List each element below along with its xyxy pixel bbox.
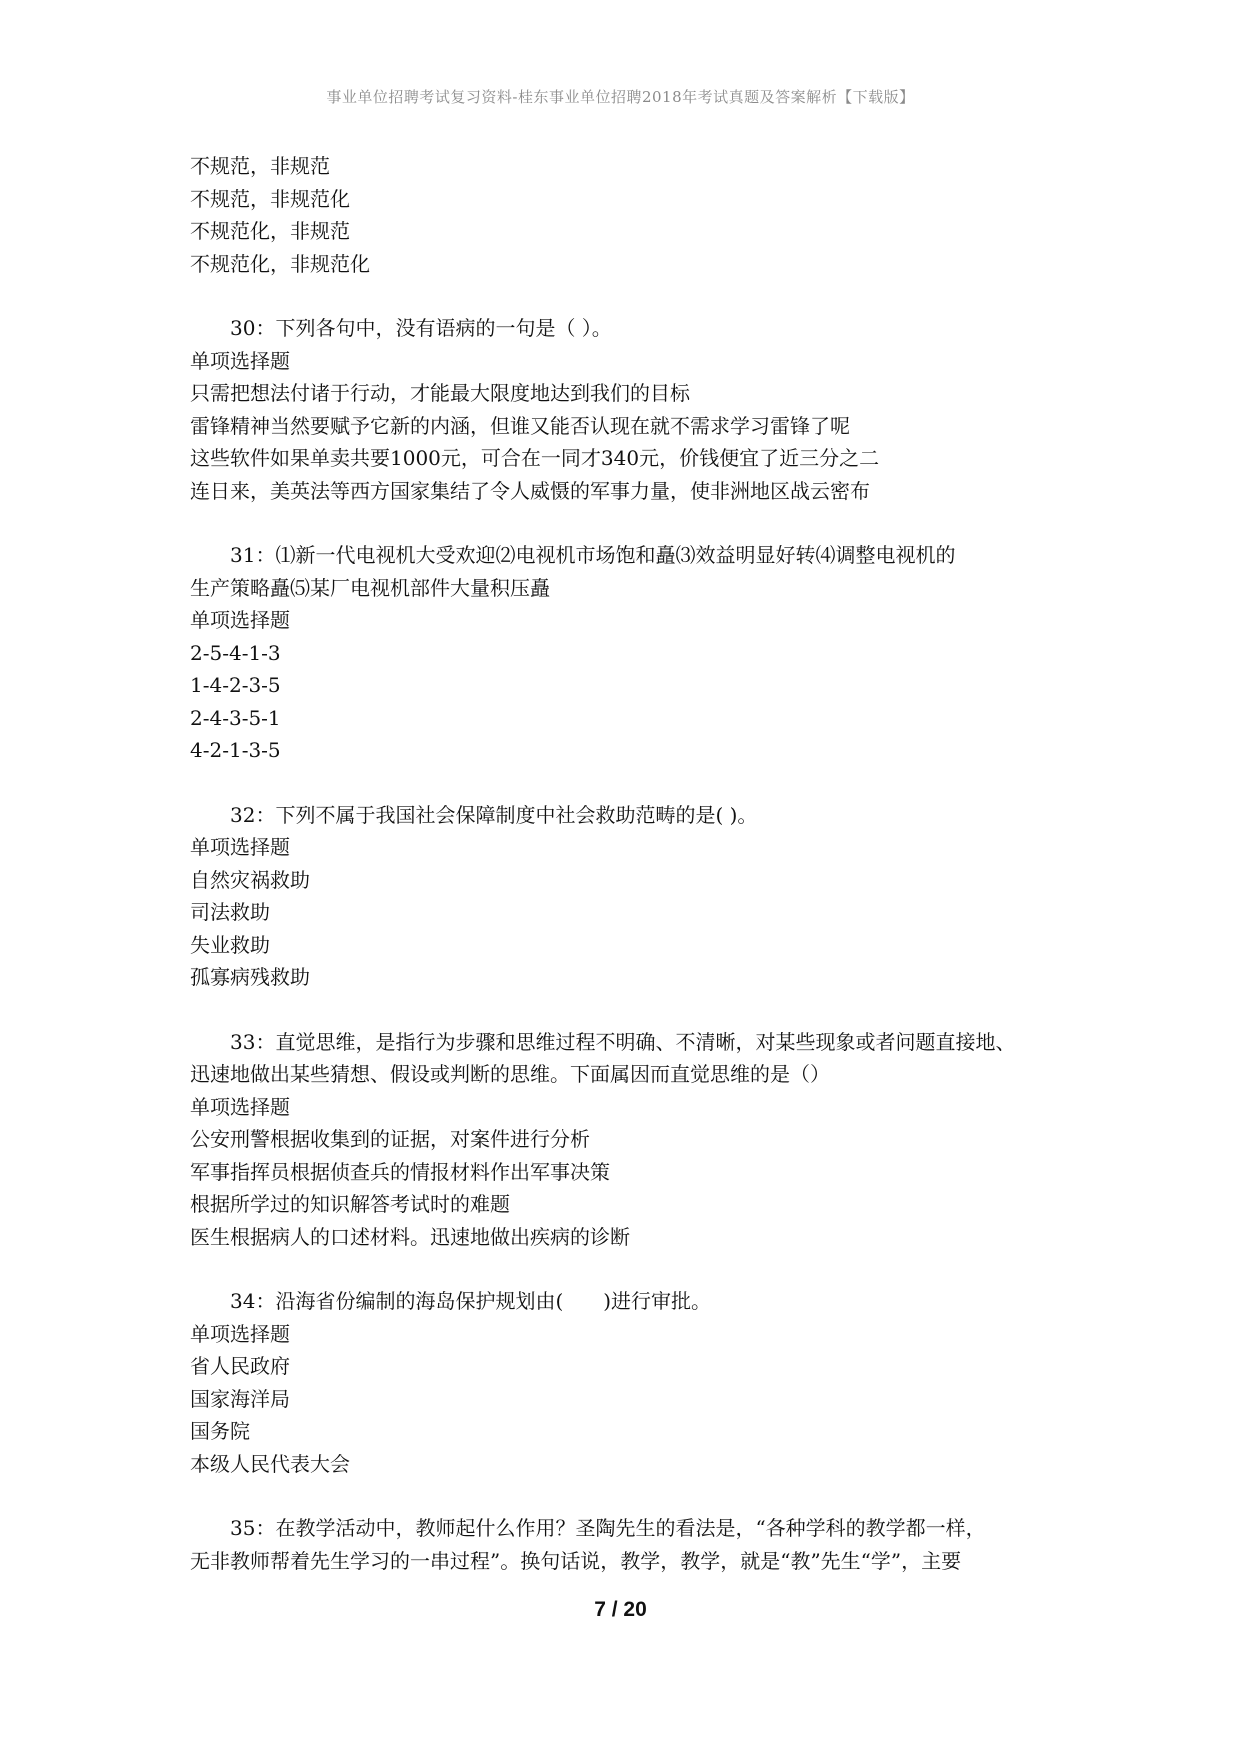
spacer: [190, 767, 1070, 799]
question-35: [190, 1512, 1070, 1577]
document-body: [190, 150, 1070, 1577]
question-stem-continued: 生产策略矗⑸某厂电视机部件大量积压矗: [190, 575, 550, 600]
option-line: 雷锋精神当然要赋予它新的内涵，但谁又能否认现在就不需求学习雷锋了呢: [190, 413, 850, 438]
question-stem-continued: 迅速地做出某些猜想、假设或判断的思维。下面属因而直觉思维的是（）: [190, 1062, 830, 1086]
option-line: 军事指挥员根据侦查兵的情报材料作出军事决策: [190, 1159, 610, 1184]
spacer: [190, 1480, 1070, 1512]
question-type: 单项选择题: [190, 608, 290, 632]
option-line: 不规范，非规范化: [190, 186, 350, 211]
question-30: [190, 312, 1070, 507]
option-line: 省人民政府: [190, 1354, 290, 1378]
option-line: 只需把想法付诸于行动，才能最大限度地达到我们的目标: [190, 381, 690, 405]
option-line: 不规范化，非规范化: [190, 251, 370, 276]
option-line: 本级人民代表大会: [190, 1451, 350, 1476]
question-type: 单项选择题: [190, 1094, 290, 1119]
question-stem: 34：沿海省份编制的海岛保护规划由( )进行审批。: [230, 1289, 712, 1313]
option-line: 医生根据病人的口述材料。迅速地做出疾病的诊断: [190, 1224, 630, 1249]
spacer: [190, 280, 1070, 312]
option-line: 不规范，非规范: [190, 154, 330, 178]
spacer: [190, 994, 1070, 1026]
option-line: 这些软件如果单卖共要1000元，可合在一同才340元，价钱便宜了近三分之二: [190, 446, 880, 470]
option-line: 孤寡病残救助: [190, 965, 310, 989]
page-header: 事业单位招聘考试复习资料-桂东事业单位招聘2018年考试真题及答案解析【下载版】: [326, 88, 915, 106]
option-line: 1-4-2-3-5: [190, 673, 281, 697]
option-line: 2-4-3-5-1: [190, 705, 281, 730]
question-stem: 31：⑴新一代电视机大受欢迎⑵电视机市场饱和矗⑶效益明显好转⑷调整电视机的: [230, 543, 956, 567]
question-type: 单项选择题: [190, 1321, 290, 1346]
option-line: 连日来，美英法等西方国家集结了令人威慑的军事力量，使非洲地区战云密布: [190, 478, 870, 503]
question-31: [190, 539, 1070, 767]
page-number: 7 / 20: [594, 1598, 647, 1621]
spacer: [190, 507, 1070, 539]
option-line: 失业救助: [190, 932, 270, 957]
question-stem: 35：在教学活动中，教师起什么作用？圣陶先生的看法是，“各种学科的教学都一样，: [230, 1516, 986, 1540]
option-line: 4-2-1-3-5: [190, 738, 281, 762]
question-type: 单项选择题: [190, 348, 290, 373]
option-line: 2-5-4-1-3: [190, 640, 281, 665]
option-line: 公安刑警根据收集到的证据，对案件进行分析: [190, 1127, 590, 1151]
option-line: 自然灾祸救助: [190, 867, 310, 892]
option-line: 司法救助: [190, 900, 270, 924]
question-stem: 30：下列各句中，没有语病的一句是（ ）。: [230, 316, 612, 340]
option-line: 不规范化，非规范: [190, 219, 350, 243]
question-33: [190, 1026, 1070, 1254]
question-34: [190, 1285, 1070, 1480]
question-stem-continued: 无非教师帮着先生学习的一串过程”。换句话说，教学，教学，就是“教”先生“学”，主要: [190, 1548, 962, 1573]
question-stem: 33：直觉思维，是指行为步骤和思维过程不明确、不清晰，对某些现象或者问题直接地、: [230, 1029, 1016, 1054]
option-line: 根据所学过的知识解答考试时的难题: [190, 1192, 510, 1216]
question-type: 单项选择题: [190, 835, 290, 859]
question-32: [190, 799, 1070, 994]
question-stem: 32：下列不属于我国社会保障制度中社会救助范畴的是( )。: [230, 802, 758, 827]
spacer: [190, 1253, 1070, 1285]
option-line: 国务院: [190, 1419, 250, 1443]
option-line: 国家海洋局: [190, 1386, 290, 1411]
